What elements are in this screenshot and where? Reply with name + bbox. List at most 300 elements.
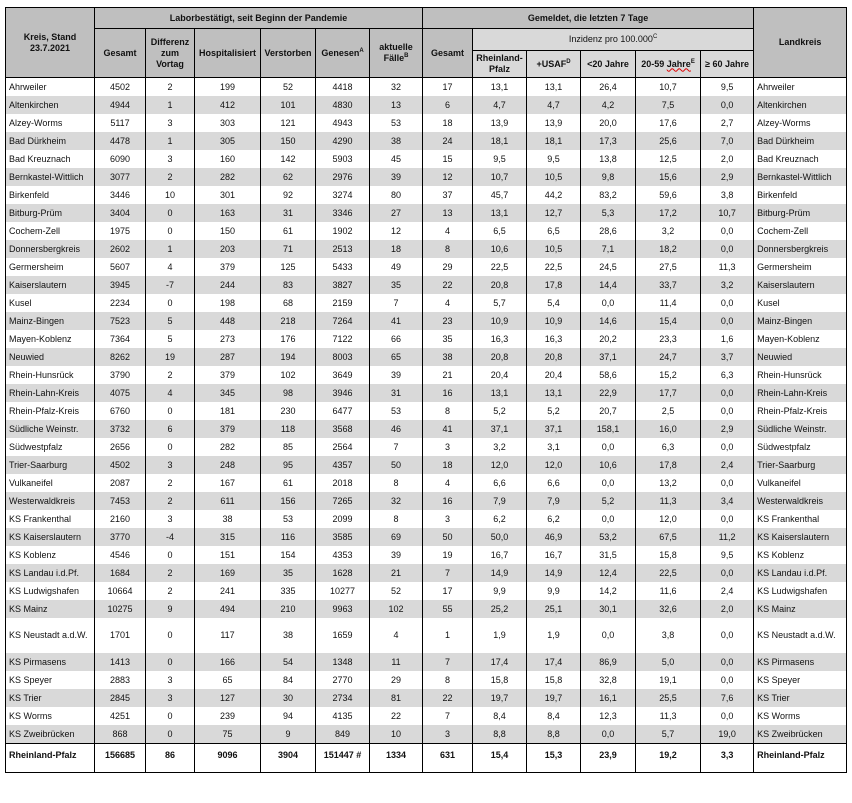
cell-gesamt: 7364 xyxy=(95,330,146,348)
header-group-gemeldet: Gemeldet, die letzten 7 Tage xyxy=(423,8,754,29)
cell-landkreis: Südwestpfalz xyxy=(754,438,847,456)
cell-kreis: Donnersbergkreis xyxy=(6,240,95,258)
cell-genesen: 8003 xyxy=(316,348,370,366)
header-inzidenz-label: Inzidenz pro 100.000 xyxy=(568,34,653,44)
cell-differenz: 10 xyxy=(146,186,195,204)
cell-gesamt-7d: 8 xyxy=(423,402,473,420)
cell-inzidenz-60plus: 2,4 xyxy=(701,456,754,474)
cell-aktuelle-faelle: 53 xyxy=(370,402,423,420)
cell-landkreis: Bitburg-Prüm xyxy=(754,204,847,222)
cell-inzidenz-rlp: 6,2 xyxy=(473,510,527,528)
total-landkreis: Rheinland-Pfalz xyxy=(754,744,847,773)
cell-genesen: 3827 xyxy=(316,276,370,294)
cell-genesen: 7264 xyxy=(316,312,370,330)
total-row xyxy=(6,744,847,773)
cell-differenz: 0 xyxy=(146,725,195,744)
cell-inzidenz-rlp: 7,9 xyxy=(473,492,527,510)
cell-inzidenz-usaf: 15,8 xyxy=(527,671,581,689)
cell-gesamt-7d: 15 xyxy=(423,150,473,168)
cell-inzidenz-u20: 10,6 xyxy=(581,456,636,474)
cell-verstorben: 61 xyxy=(261,474,316,492)
cell-landkreis: Germersheim xyxy=(754,258,847,276)
cell-kreis: KS Trier xyxy=(6,689,95,707)
cell-gesamt-7d: 24 xyxy=(423,132,473,150)
cell-aktuelle-faelle: 46 xyxy=(370,420,423,438)
cell-inzidenz-rlp: 20,4 xyxy=(473,366,527,384)
total-differenz: 86 xyxy=(146,744,195,773)
cell-verstorben: 62 xyxy=(261,168,316,186)
cell-genesen: 7122 xyxy=(316,330,370,348)
cell-aktuelle-faelle: 11 xyxy=(370,653,423,671)
cell-inzidenz-usaf: 16,3 xyxy=(527,330,581,348)
cell-gesamt-7d: 18 xyxy=(423,114,473,132)
cell-gesamt-7d: 6 xyxy=(423,96,473,114)
cell-verstorben: 61 xyxy=(261,222,316,240)
table-row xyxy=(6,330,847,348)
cell-inzidenz-u20: 86,9 xyxy=(581,653,636,671)
cell-gesamt: 8262 xyxy=(95,348,146,366)
cell-inzidenz-60plus: 3,7 xyxy=(701,348,754,366)
cell-inzidenz-u20: 20,2 xyxy=(581,330,636,348)
cell-landkreis: Kaiserslautern xyxy=(754,276,847,294)
cell-inzidenz-20-59: 10,7 xyxy=(636,78,701,97)
cell-genesen: 4135 xyxy=(316,707,370,725)
cell-aktuelle-faelle: 18 xyxy=(370,240,423,258)
cell-kreis: Bitburg-Prüm xyxy=(6,204,95,222)
cell-inzidenz-rlp: 16,3 xyxy=(473,330,527,348)
cell-aktuelle-faelle: 66 xyxy=(370,330,423,348)
cell-inzidenz-20-59: 32,6 xyxy=(636,600,701,618)
total-gesamt-7d: 631 xyxy=(423,744,473,773)
cell-differenz: 3 xyxy=(146,671,195,689)
cell-landkreis: Cochem-Zell xyxy=(754,222,847,240)
cell-kreis: Mayen-Koblenz xyxy=(6,330,95,348)
cell-inzidenz-usaf: 6,6 xyxy=(527,474,581,492)
cell-inzidenz-20-59: 15,8 xyxy=(636,546,701,564)
cell-kreis: KS Frankenthal xyxy=(6,510,95,528)
cell-kreis: Trier-Saarburg xyxy=(6,456,95,474)
cell-differenz: 5 xyxy=(146,330,195,348)
cell-inzidenz-20-59: 6,3 xyxy=(636,438,701,456)
cell-verstorben: 52 xyxy=(261,78,316,97)
total-inzidenz-60plus: 3,3 xyxy=(701,744,754,773)
cell-inzidenz-rlp: 19,7 xyxy=(473,689,527,707)
cell-inzidenz-rlp: 15,8 xyxy=(473,671,527,689)
cell-inzidenz-20-59: 59,6 xyxy=(636,186,701,204)
cell-inzidenz-rlp: 18,1 xyxy=(473,132,527,150)
cell-inzidenz-rlp: 13,1 xyxy=(473,384,527,402)
total-inzidenz-rlp: 15,4 xyxy=(473,744,527,773)
cell-inzidenz-60plus: 0,0 xyxy=(701,384,754,402)
cell-aktuelle-faelle: 49 xyxy=(370,258,423,276)
header-aktuelle-faelle xyxy=(370,29,423,78)
cell-differenz: 3 xyxy=(146,114,195,132)
cell-inzidenz-rlp: 50,0 xyxy=(473,528,527,546)
cell-gesamt-7d: 3 xyxy=(423,725,473,744)
cell-gesamt: 10664 xyxy=(95,582,146,600)
cell-differenz: 3 xyxy=(146,456,195,474)
cell-landkreis: Mainz-Bingen xyxy=(754,312,847,330)
cell-genesen: 4353 xyxy=(316,546,370,564)
cell-aktuelle-faelle: 12 xyxy=(370,222,423,240)
cell-aktuelle-faelle: 45 xyxy=(370,150,423,168)
cell-hospitalisiert: 315 xyxy=(195,528,261,546)
cell-aktuelle-faelle: 7 xyxy=(370,294,423,312)
cell-gesamt-7d: 50 xyxy=(423,528,473,546)
cell-hospitalisiert: 127 xyxy=(195,689,261,707)
cell-inzidenz-rlp: 6,6 xyxy=(473,474,527,492)
header-hospitalisiert: Hospitalisiert xyxy=(195,29,261,78)
cell-genesen: 2976 xyxy=(316,168,370,186)
cell-inzidenz-60plus: 0,0 xyxy=(701,564,754,582)
cell-inzidenz-20-59: 18,2 xyxy=(636,240,701,258)
cell-inzidenz-60plus: 2,9 xyxy=(701,168,754,186)
cell-genesen: 1902 xyxy=(316,222,370,240)
cell-differenz: 2 xyxy=(146,168,195,186)
cell-gesamt: 868 xyxy=(95,725,146,744)
cell-verstorben: 218 xyxy=(261,312,316,330)
cell-gesamt-7d: 8 xyxy=(423,240,473,258)
cell-verstorben: 118 xyxy=(261,420,316,438)
cell-hospitalisiert: 198 xyxy=(195,294,261,312)
table-row xyxy=(6,384,847,402)
cell-inzidenz-usaf: 13,9 xyxy=(527,114,581,132)
cell-landkreis: Rhein-Hunsrück xyxy=(754,366,847,384)
table-row xyxy=(6,456,847,474)
cell-inzidenz-u20: 17,3 xyxy=(581,132,636,150)
cell-inzidenz-u20: 32,8 xyxy=(581,671,636,689)
cell-inzidenz-60plus: 6,3 xyxy=(701,366,754,384)
cell-gesamt-7d: 22 xyxy=(423,276,473,294)
cell-genesen: 3585 xyxy=(316,528,370,546)
cell-kreis: Rhein-Pfalz-Kreis xyxy=(6,402,95,420)
cell-gesamt: 2087 xyxy=(95,474,146,492)
cell-aktuelle-faelle: 8 xyxy=(370,510,423,528)
cell-landkreis: Rhein-Lahn-Kreis xyxy=(754,384,847,402)
cell-gesamt-7d: 16 xyxy=(423,492,473,510)
cell-inzidenz-usaf: 5,2 xyxy=(527,402,581,420)
cell-gesamt: 5607 xyxy=(95,258,146,276)
footnote-d: D xyxy=(566,58,571,65)
cell-aktuelle-faelle: 39 xyxy=(370,168,423,186)
cell-kreis: Cochem-Zell xyxy=(6,222,95,240)
cell-inzidenz-60plus: 3,4 xyxy=(701,492,754,510)
cell-landkreis: KS Worms xyxy=(754,707,847,725)
cell-aktuelle-faelle: 41 xyxy=(370,312,423,330)
cell-inzidenz-usaf: 18,1 xyxy=(527,132,581,150)
cell-hospitalisiert: 150 xyxy=(195,222,261,240)
cell-aktuelle-faelle: 7 xyxy=(370,438,423,456)
cell-genesen: 7265 xyxy=(316,492,370,510)
footnote-a: A xyxy=(359,47,364,54)
total-hospitalisiert: 9096 xyxy=(195,744,261,773)
cell-verstorben: 68 xyxy=(261,294,316,312)
header-genesen-label: Genesen xyxy=(321,47,360,58)
cell-landkreis: KS Koblenz xyxy=(754,546,847,564)
cell-hospitalisiert: 412 xyxy=(195,96,261,114)
cell-hospitalisiert: 117 xyxy=(195,618,261,653)
cell-gesamt: 10275 xyxy=(95,600,146,618)
cell-verstorben: 35 xyxy=(261,564,316,582)
cell-genesen: 5433 xyxy=(316,258,370,276)
cell-inzidenz-usaf: 20,8 xyxy=(527,348,581,366)
cell-inzidenz-usaf: 1,9 xyxy=(527,618,581,653)
table-row xyxy=(6,402,847,420)
cell-hospitalisiert: 301 xyxy=(195,186,261,204)
cell-inzidenz-20-59: 27,5 xyxy=(636,258,701,276)
cell-hospitalisiert: 181 xyxy=(195,402,261,420)
cell-aktuelle-faelle: 53 xyxy=(370,114,423,132)
cell-inzidenz-rlp: 14,9 xyxy=(473,564,527,582)
cell-gesamt-7d: 12 xyxy=(423,168,473,186)
cell-inzidenz-rlp: 3,2 xyxy=(473,438,527,456)
cell-inzidenz-usaf: 22,5 xyxy=(527,258,581,276)
cell-kreis: Neuwied xyxy=(6,348,95,366)
cell-inzidenz-rlp: 12,0 xyxy=(473,456,527,474)
table-row xyxy=(6,258,847,276)
table-row xyxy=(6,546,847,564)
cell-inzidenz-rlp: 5,2 xyxy=(473,402,527,420)
cell-verstorben: 194 xyxy=(261,348,316,366)
cell-gesamt: 7453 xyxy=(95,492,146,510)
table-row xyxy=(6,132,847,150)
table-row xyxy=(6,420,847,438)
cell-genesen: 2734 xyxy=(316,689,370,707)
cell-landkreis: Bernkastel-Wittlich xyxy=(754,168,847,186)
table-row xyxy=(6,240,847,258)
cell-kreis: KS Ludwigshafen xyxy=(6,582,95,600)
cell-gesamt-7d: 8 xyxy=(423,671,473,689)
table-row xyxy=(6,618,847,653)
header-20-59 xyxy=(636,51,701,78)
cell-inzidenz-usaf: 17,4 xyxy=(527,653,581,671)
cell-kreis: KS Landau i.d.Pf. xyxy=(6,564,95,582)
cell-differenz: 0 xyxy=(146,546,195,564)
cell-differenz: 4 xyxy=(146,258,195,276)
cell-kreis: Ahrweiler xyxy=(6,78,95,97)
cell-differenz: 0 xyxy=(146,618,195,653)
cell-inzidenz-u20: 4,2 xyxy=(581,96,636,114)
cell-differenz: 0 xyxy=(146,402,195,420)
cell-gesamt-7d: 55 xyxy=(423,600,473,618)
cell-landkreis: Rhein-Pfalz-Kreis xyxy=(754,402,847,420)
cell-verstorben: 31 xyxy=(261,204,316,222)
cell-inzidenz-usaf: 9,9 xyxy=(527,582,581,600)
cell-inzidenz-20-59: 17,2 xyxy=(636,204,701,222)
cell-kreis: Kusel xyxy=(6,294,95,312)
cell-kreis: Germersheim xyxy=(6,258,95,276)
cell-verstorben: 125 xyxy=(261,258,316,276)
cell-landkreis: Neuwied xyxy=(754,348,847,366)
cell-inzidenz-60plus: 3,8 xyxy=(701,186,754,204)
cell-hospitalisiert: 305 xyxy=(195,132,261,150)
cell-inzidenz-u20: 0,0 xyxy=(581,438,636,456)
cell-genesen: 2770 xyxy=(316,671,370,689)
total-inzidenz-usaf: 15,3 xyxy=(527,744,581,773)
cell-landkreis: Mayen-Koblenz xyxy=(754,330,847,348)
cell-differenz: 2 xyxy=(146,492,195,510)
cell-aktuelle-faelle: 38 xyxy=(370,132,423,150)
cell-aktuelle-faelle: 50 xyxy=(370,456,423,474)
table-row xyxy=(6,582,847,600)
table-row xyxy=(6,222,847,240)
cell-landkreis: KS Neustadt a.d.W. xyxy=(754,618,847,653)
cell-gesamt-7d: 17 xyxy=(423,582,473,600)
cell-landkreis: KS Pirmasens xyxy=(754,653,847,671)
cell-inzidenz-u20: 0,0 xyxy=(581,725,636,744)
cell-inzidenz-u20: 83,2 xyxy=(581,186,636,204)
cell-inzidenz-rlp: 16,7 xyxy=(473,546,527,564)
cell-hospitalisiert: 151 xyxy=(195,546,261,564)
cell-inzidenz-20-59: 17,6 xyxy=(636,114,701,132)
cell-gesamt: 1413 xyxy=(95,653,146,671)
cell-aktuelle-faelle: 35 xyxy=(370,276,423,294)
cell-inzidenz-u20: 30,1 xyxy=(581,600,636,618)
cell-differenz: 2 xyxy=(146,366,195,384)
cell-landkreis: Trier-Saarburg xyxy=(754,456,847,474)
cell-inzidenz-usaf: 6,2 xyxy=(527,510,581,528)
cell-landkreis: Ahrweiler xyxy=(754,78,847,97)
cell-inzidenz-usaf: 10,5 xyxy=(527,168,581,186)
header-rheinland-pfalz: Rheinland-Pfalz xyxy=(473,51,527,78)
cell-inzidenz-rlp: 20,8 xyxy=(473,348,527,366)
header-60-plus: ≥ 60 Jahre xyxy=(701,51,754,78)
cell-landkreis: Kusel xyxy=(754,294,847,312)
cell-verstorben: 98 xyxy=(261,384,316,402)
cell-inzidenz-60plus: 10,7 xyxy=(701,204,754,222)
table-row xyxy=(6,114,847,132)
cell-hospitalisiert: 75 xyxy=(195,725,261,744)
cell-aktuelle-faelle: 10 xyxy=(370,725,423,744)
cell-gesamt-7d: 21 xyxy=(423,366,473,384)
cell-gesamt: 3732 xyxy=(95,420,146,438)
header-2059-word: Jahre xyxy=(666,58,691,69)
cell-gesamt-7d: 23 xyxy=(423,312,473,330)
cell-gesamt: 3404 xyxy=(95,204,146,222)
cell-inzidenz-u20: 12,4 xyxy=(581,564,636,582)
cell-landkreis: KS Zweibrücken xyxy=(754,725,847,744)
cell-inzidenz-60plus: 0,0 xyxy=(701,96,754,114)
cell-inzidenz-20-59: 17,8 xyxy=(636,456,701,474)
cell-verstorben: 116 xyxy=(261,528,316,546)
cell-gesamt-7d: 4 xyxy=(423,474,473,492)
cell-inzidenz-rlp: 37,1 xyxy=(473,420,527,438)
cell-differenz: 2 xyxy=(146,474,195,492)
cell-gesamt: 2602 xyxy=(95,240,146,258)
table-row xyxy=(6,671,847,689)
cell-hospitalisiert: 303 xyxy=(195,114,261,132)
cell-inzidenz-usaf: 44,2 xyxy=(527,186,581,204)
cell-inzidenz-usaf: 7,9 xyxy=(527,492,581,510)
cell-inzidenz-rlp: 5,7 xyxy=(473,294,527,312)
table-row xyxy=(6,474,847,492)
cell-inzidenz-20-59: 3,2 xyxy=(636,222,701,240)
cell-inzidenz-20-59: 2,5 xyxy=(636,402,701,420)
header-genesen xyxy=(316,29,370,78)
cell-genesen: 6477 xyxy=(316,402,370,420)
cell-kreis: Altenkirchen xyxy=(6,96,95,114)
cell-gesamt-7d: 41 xyxy=(423,420,473,438)
cell-inzidenz-u20: 12,3 xyxy=(581,707,636,725)
cell-genesen: 5903 xyxy=(316,150,370,168)
cell-gesamt-7d: 3 xyxy=(423,438,473,456)
cell-gesamt: 4251 xyxy=(95,707,146,725)
cell-inzidenz-20-59: 12,5 xyxy=(636,150,701,168)
cell-inzidenz-usaf: 4,7 xyxy=(527,96,581,114)
cell-inzidenz-rlp: 22,5 xyxy=(473,258,527,276)
table-row xyxy=(6,276,847,294)
cell-inzidenz-usaf: 14,9 xyxy=(527,564,581,582)
cell-differenz: 0 xyxy=(146,438,195,456)
footnote-e: E xyxy=(690,58,695,65)
cell-inzidenz-20-59: 25,6 xyxy=(636,132,701,150)
cell-verstorben: 154 xyxy=(261,546,316,564)
header-under-20: <20 Jahre xyxy=(581,51,636,78)
cell-inzidenz-usaf: 5,4 xyxy=(527,294,581,312)
cell-inzidenz-rlp: 4,7 xyxy=(473,96,527,114)
cell-gesamt-7d: 7 xyxy=(423,707,473,725)
cell-gesamt-7d: 22 xyxy=(423,689,473,707)
cell-inzidenz-usaf: 8,8 xyxy=(527,725,581,744)
cell-kreis: Rhein-Hunsrück xyxy=(6,366,95,384)
cell-hospitalisiert: 199 xyxy=(195,78,261,97)
cell-differenz: 0 xyxy=(146,204,195,222)
cell-verstorben: 30 xyxy=(261,689,316,707)
cell-inzidenz-rlp: 45,7 xyxy=(473,186,527,204)
cell-differenz: 3 xyxy=(146,689,195,707)
cell-hospitalisiert: 287 xyxy=(195,348,261,366)
cell-genesen: 1659 xyxy=(316,618,370,653)
cell-inzidenz-u20: 13,8 xyxy=(581,150,636,168)
table-row xyxy=(6,438,847,456)
cell-inzidenz-rlp: 10,9 xyxy=(473,312,527,330)
cell-landkreis: Westerwaldkreis xyxy=(754,492,847,510)
cell-inzidenz-rlp: 10,6 xyxy=(473,240,527,258)
cell-genesen: 3274 xyxy=(316,186,370,204)
cell-differenz: 1 xyxy=(146,240,195,258)
table-body xyxy=(6,78,847,744)
cell-differenz: 3 xyxy=(146,150,195,168)
cell-gesamt-7d: 35 xyxy=(423,330,473,348)
cell-genesen: 4290 xyxy=(316,132,370,150)
cell-gesamt: 2160 xyxy=(95,510,146,528)
cell-gesamt: 4944 xyxy=(95,96,146,114)
cell-inzidenz-u20: 5,3 xyxy=(581,204,636,222)
cell-aktuelle-faelle: 27 xyxy=(370,204,423,222)
cell-inzidenz-20-59: 3,8 xyxy=(636,618,701,653)
cell-landkreis: KS Trier xyxy=(754,689,847,707)
cell-verstorben: 84 xyxy=(261,671,316,689)
cell-inzidenz-20-59: 15,4 xyxy=(636,312,701,330)
cell-inzidenz-usaf: 46,9 xyxy=(527,528,581,546)
cell-inzidenz-20-59: 67,5 xyxy=(636,528,701,546)
cell-kreis: Bernkastel-Wittlich xyxy=(6,168,95,186)
cell-gesamt-7d: 17 xyxy=(423,78,473,97)
cell-aktuelle-faelle: 32 xyxy=(370,492,423,510)
cell-inzidenz-60plus: 0,0 xyxy=(701,312,754,330)
cell-kreis: Bad Kreuznach xyxy=(6,150,95,168)
table-row xyxy=(6,653,847,671)
cell-kreis: Alzey-Worms xyxy=(6,114,95,132)
table-row xyxy=(6,564,847,582)
cell-inzidenz-60plus: 2,0 xyxy=(701,600,754,618)
cell-inzidenz-u20: 26,4 xyxy=(581,78,636,97)
cell-gesamt: 1684 xyxy=(95,564,146,582)
cell-inzidenz-usaf: 20,4 xyxy=(527,366,581,384)
cell-inzidenz-rlp: 25,2 xyxy=(473,600,527,618)
cell-inzidenz-u20: 53,2 xyxy=(581,528,636,546)
cell-gesamt: 3790 xyxy=(95,366,146,384)
